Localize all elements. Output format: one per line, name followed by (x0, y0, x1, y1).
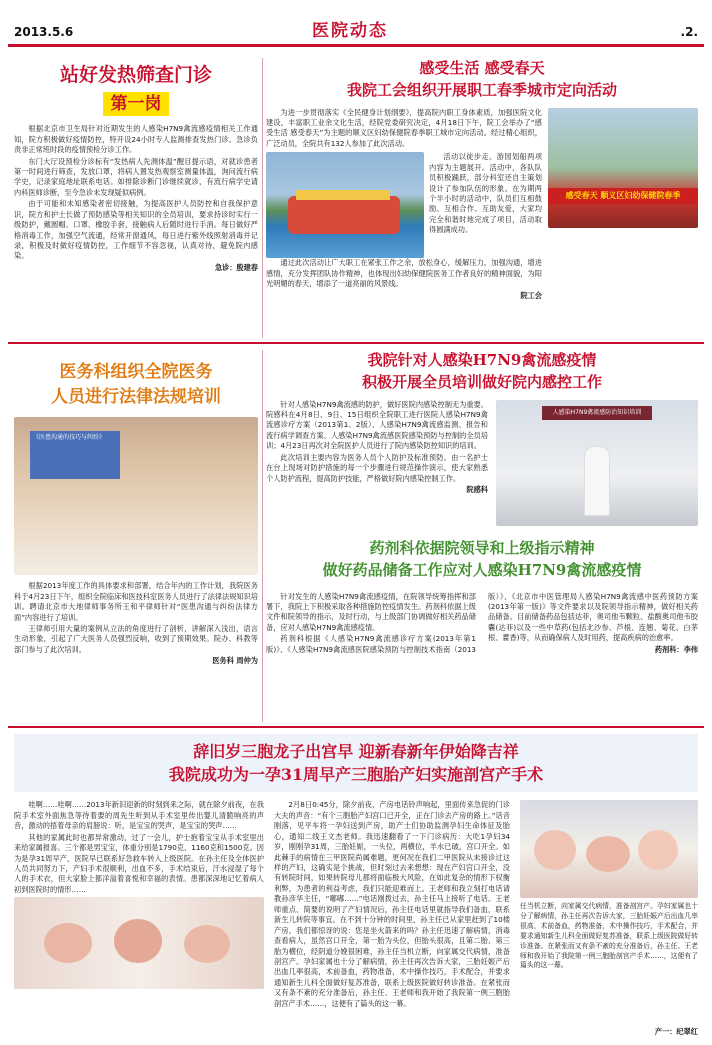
article-subtitle: 第一岗 (103, 92, 169, 117)
article-title: 我院针对人感染H7N9禽流感疫情 (367, 351, 597, 369)
lecture-photo (14, 417, 258, 575)
article-title: 辞旧岁三胞龙子出宫早 迎新春新年伊始降吉祥 (193, 742, 519, 761)
paragraph: 针对发生的人感染H7N9禽流感疫情，在院领导统筹指挥和部署下，我院上下积极采取各种措施防控疫情发生。药剂科依据上级文件和院领导的指示，及时行动，与上级部门协调做好相关药品储备，应对人感染H7N9禽流感疫情。 (266, 591, 476, 632)
byline: 医务科 周仲为 (212, 656, 258, 666)
boat-photo (266, 152, 424, 258)
section-divider (8, 342, 704, 344)
byline: 院工会 (520, 290, 542, 300)
paragraph: 任当机立断，向家属交代病情，准备剖宫产。孕妇家属也十分了解病情，孙主任再次告诉大家，三胎妊娠产后出血几率很高，术前备血，药物准备，术中操作技巧，手术配合，并要求通知新生儿科全面做好复苏准备，联系上级医院做好转诊准备。在紧张而又有条不紊的充分准备后，孙主任、王老师和我开始了我院第一例三胞胎剖宫产手术……，这便有了篇头的这一幕。 (520, 902, 698, 970)
byline: 急诊：殷建春 (214, 262, 258, 272)
paragraph: 通过此次活动让广大职工在紧张工作之余，放松身心，缓解压力，加强沟通，增进感情，充分发挥团队协作精神，也体现出妇幼保健院医务工作者良好的精神面貌，为阳光明媚的春天，增添了一道亮丽的风景线。 (266, 258, 542, 289)
group-photo (548, 108, 698, 228)
article-subtitle: 积极开展全员培训做好院内感控工作 (361, 372, 602, 391)
paragraph: 根据2013年度工作的具体要求和部署，结合年内的工作计划，我院医务科于4月23日下午，组织全院临床和医技科室医务人员进行了法律法规知识培训。聘请北京市大地律师事务所王和平律师针对“医患沟通与纠纷法律方面”内容进行了培训。 (14, 581, 258, 622)
page-number: .2. (680, 25, 698, 39)
article-pharmacy (266, 532, 698, 720)
paragraph: 由于可能和未知感染者密切接触，为提高医护人员防控和自我保护意识，院方和护士长做了预防感染等相关知识的全员培训，要求持诊时实行一级防护，戴圆帽、口罩、橡胶手套，接触病人后随时进行手消。每日做好严格消毒工作，加强空气流通，经常开窗通风，每日进行紫外线照射消毒并记录，积极及时做好疫情防控，工作细节不容忽视，认真对待，避免院内感染。 (14, 199, 258, 261)
article-legal-training (14, 350, 258, 718)
column-divider (262, 58, 263, 338)
screen-text: 《医患沟通的技巧与纠纷》 (30, 431, 120, 479)
section-divider (8, 726, 704, 728)
article-subtitle: 我院工会组织开展职工春季城市定向活动 (346, 80, 617, 99)
paragraph: 其他的家属此时也都异常激动，过了一会儿，护士抱着宝宝从手术室里出来给家属报喜。三个都是男宝宝，体重分别是1790克、1160克和1500克。因为是孕31周早产，医院早已联系好急救车转入上级医院。在孙主任及全体医护人员共同努力下，产妇手术很顺利，出血不多，手术结束后，汗水浸湿了每个人的手术衣，但大家脸上都洋溢着喜悦和幸福的表情。患都深深地记忆着病人初到医院时的情形…… (14, 832, 264, 894)
article-fever-clinic (14, 58, 258, 336)
byline: 产一：纪翠红 (654, 1027, 698, 1037)
article-subtitle: 做好药品储备工作应对人感染H7N9禽流感疫情 (322, 560, 642, 579)
paragraph: 王律师引用大量的案例从立法的角度进行了剖析，讲解深入浅出，语言生动形象，引起了广大医务人员强烈反响，收到了预期效果。院办、科教等部门参与了此次培训。 (14, 624, 258, 654)
masthead: 医院动态 (312, 21, 388, 41)
paragraph: 2月8日0:45分，除夕前夜，产房电话铃声响起，里面传来急促的门诊大夫的声音：“有个三胞胎产妇宫口已开全，正在门诊去产房的路上。”话音刚落，见平车将一孕妇送到产房，助产士们协助监测孕妇生命体征及胎心，通知二线王文杰老师。我迅速翻看了一下门诊病历：大吃1孕妇34岁，刚刚孕31周，三胎妊娠，一头位，两横位，羊水已破，宫口开全。如此棘手的病情在三甲医院尚属难题，更何况在我们二甲医院从未接诊过这样的产妇，这确实是个挑战，但时刻过去来想想：现在产妇宫口开全，没有转院时间，如果转院母儿都将面临极大风险，在如此复杂的情形下权衡利弊，为患者的利益考虑，我们只能迎难而上。王老师和我立刻打电话请教孙彦华主任，“嘟嘟……”电话刚拨过去，孙主任马上接听了电话。王老师重点、简要的说明了产妇情况后，孙主任电话里就指导我们备血，联系新生儿转院等事宜。在不到十分钟的时间里，孙主任已从家里赶到了10楼产房，我们都惊讶的说：您是坐火箭来的吗？孙主任迅速了解病情，消毒查看病人，虽然宫口开全，第一胎为头位，但胎头很高，且第二胎、第三胎为横位，经阴道分娩很困难，孙主任当机立断，向家属交代病情，准备剖宫产。孕妇家属也十分了解病情，孙主任再次告诉大家，三胎妊娠产后出血几率很高，术前备血，药物准备，术中操作技巧，手术配合，并要求通知新生儿科全面做好复苏准备，联系上级医院做好转诊准备。在紧张而又有条不紊的充分准备后，孙主任、王老师和我开始了我院第一例三胞胎剖宫产手术……，这便有了篇头的这一幕。 (274, 800, 510, 1008)
article-union-activity (266, 58, 698, 340)
paragraph: 为进一步贯彻落实《全民健身计划纲要》，提高院内职工身体素质，加强医院文化建设，丰富职工业余文化生活，经院党委研究决定，4月18日下午，院工会举办了“感受生活 感受春天”为主题的顺义区妇幼保健院春季职工城市定向活动。经过精心组织，广泛动员，全院共有132人参加了此次活动。 (266, 107, 542, 148)
paragraph: 东门大厅设预检分诊标有“发热病人先测体温”醒目提示语，对就诊患者第一时间进行筛查，发放口罩，将病人置发热观察室测量体温，询问流行病学史，记录家庭地址联系电话。如排除诊断门诊继续就诊，有流行病学史请内科医师诊断，至今急诊未发现疑似病例。 (14, 156, 258, 197)
article-h7n9-training (266, 350, 698, 528)
article-title: 站好发热筛查门诊 (59, 64, 212, 86)
triplets-photo (14, 897, 264, 989)
banner-text: 感受春天 顺义区妇幼保健院春季 (548, 188, 698, 204)
paragraph: 根据北京市卫生局针对近期发生的人感染H7N9禽流感疫情相关工作通知，院方积极做好疫情防控，特开设24小时专人监测排查发热门诊。急诊负责非正常班时段的疫情预检分诊工作。 (14, 124, 258, 155)
article-triplets (14, 734, 698, 1040)
paragraph: 哇啊……哇啊……2013年新旧迎新的时刻到来之际，就在除夕前夜，在我院手术室外面焦急等待着要的周先生听到从手术室里传出婴儿清脆响亮的声音，激动的捂着母亲的肩膀说：听，是宝宝的哭声，是宝宝的哭声…… (14, 800, 264, 831)
page-header (0, 0, 712, 52)
article-title: 医务科组织全院医务 (59, 362, 213, 382)
byline: 药剂科：李伟 (654, 644, 698, 654)
issue-date: 2013.5.6 (14, 25, 74, 39)
title-band (14, 734, 698, 792)
paragraph: 针对人感染H7N9禽流感的防护，做好医院内感染控制无为重要。院感科在4月8日、9日、15日组织全院职工进行医院人感染H7N9禽流感诊疗方案（2013第1、2版）、人感染H7N9禽流感监测、报告和流行病学调查方案、人感染H7N9禽流感医院感染预防与控制的全员培训；4月23日再次对全院医护人员进行了院内感染防控知识的培训。 (266, 399, 488, 451)
byline: 院感科 (466, 485, 488, 494)
newborn-photo (520, 800, 698, 898)
article-title: 药剂科依据院领导和上级指示精神 (369, 539, 595, 557)
paragraph: 此次培训主要内容为医务人员个人防护及标准预防。由一名护士在台上现场对防护措施的每一个步骤进行规范操作演示，使大家熟悉个人防护流程，提高防护技能，严格做好院内感染控制工作。 (266, 452, 488, 483)
screen-text: 人感染H7N9禽流感防治知识培训 (542, 406, 652, 420)
training-photo (496, 400, 698, 526)
paragraph: 药剂科根据《人感染H7N9禽流感诊疗方案(2013年第1版)》、《人感染H7N9禽流感医院感染预防与控制技术指南（2013版）》、《北京市中医管理局人感染H7N9禽流感中医药预防方案(2013年第一版)》等文件要求以及院领导指示精神，做好相关药品储备。目前储备药品包括达菲，奥司他韦颗粒、盐酸奥司他韦胶囊(达菲)以及一些中草药(包括北沙参、芦根、连翘、菊花、白茅根、藿香)等，从而确保病人及时用药，提高疾病的治愈率。 (266, 591, 698, 654)
header-rule (8, 44, 704, 47)
column-divider (262, 350, 263, 722)
article-subtitle: 人员进行法律法规培训 (51, 386, 221, 407)
article-title: 感受生活 感受春天 (419, 59, 545, 77)
article-subtitle: 我院成功为一孕31周早产三胞胎产妇实施剖宫产手术 (168, 765, 544, 785)
paragraph: 活动以徒步走、游园划船两项内容为主题展开。活动中，各队队员积极踊跃，部分科室还自主策划设计了参加队伍的形象。在为期两个半小时的活动中，队员们互相鼓励、互相合作、互助友爱，大家均完全和谐时地完成了项目，活动取得圆满成功。 (429, 152, 542, 235)
